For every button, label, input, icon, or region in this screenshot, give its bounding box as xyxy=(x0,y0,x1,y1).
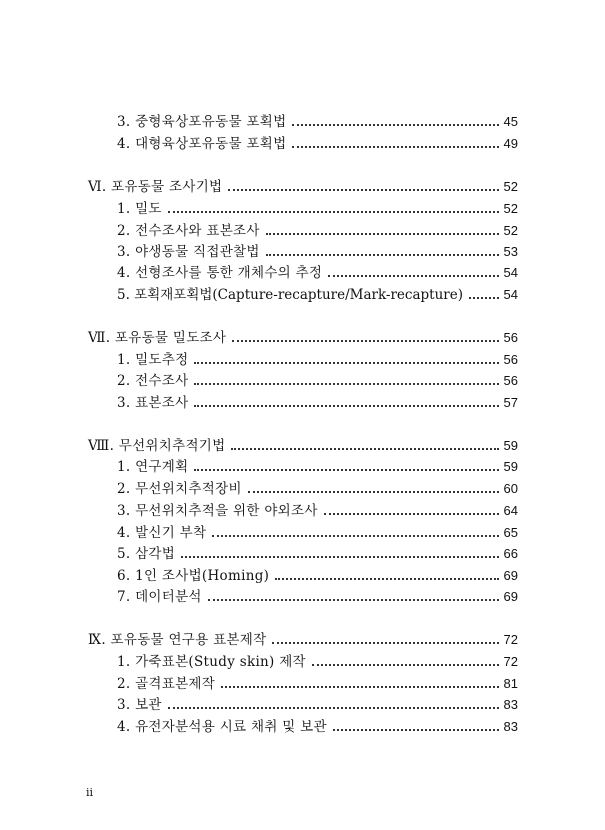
toc-section-page: 52 xyxy=(503,179,518,194)
dot-leader xyxy=(194,362,498,364)
dot-leader xyxy=(181,556,498,558)
toc-entry-page: 69 xyxy=(503,568,518,583)
toc-row xyxy=(117,459,518,475)
toc-entry-page: 83 xyxy=(503,719,518,734)
dot-leader xyxy=(168,707,499,709)
toc-entry-title: 3. 무선위치추적을 위한 야외조사 xyxy=(117,503,318,519)
dot-leader xyxy=(194,405,498,407)
toc-entry-title: 7. 데이터분석 xyxy=(117,589,202,605)
toc-entry-title: 4. 유전자분석용 시료 채취 및 보관 xyxy=(117,719,327,735)
dot-leader xyxy=(266,254,499,256)
toc-row xyxy=(117,244,518,260)
toc-entry-page: 56 xyxy=(503,352,518,367)
toc-entry-page: 81 xyxy=(503,676,518,691)
toc-entry-page: 57 xyxy=(503,395,518,410)
dot-leader xyxy=(208,599,499,601)
toc-entry-title: 1. 밀도 xyxy=(117,201,162,217)
toc-entry-title: 3. 야생동물 직접관찰법 xyxy=(117,244,260,260)
toc-row xyxy=(117,697,518,713)
dot-leader xyxy=(231,448,498,450)
dot-leader xyxy=(292,124,498,126)
dot-leader xyxy=(232,340,498,342)
toc-row xyxy=(117,265,518,281)
toc-entry-title: 2. 무선위치추적장비 xyxy=(117,481,242,497)
dot-leader xyxy=(333,729,499,731)
toc-entry-title: 3. 중형육상포유동물 포획법 xyxy=(117,114,287,130)
toc-row xyxy=(117,525,518,541)
toc-entry-title: 6. 1인 조사법(Homing) xyxy=(117,568,270,584)
toc-entry-title: 5. 포획재포획법(Capture-recapture/Mark-recapture) xyxy=(117,287,463,303)
dot-leader xyxy=(292,146,498,148)
toc-row xyxy=(117,503,518,519)
toc-section-page: 56 xyxy=(503,330,518,345)
toc-row xyxy=(117,287,518,303)
dot-leader xyxy=(248,491,499,493)
dot-leader xyxy=(272,642,498,644)
toc-entry-page: 64 xyxy=(503,503,518,518)
toc-row xyxy=(117,568,518,584)
toc-entry-title: 4. 대형육상포유동물 포획법 xyxy=(117,136,287,152)
toc-entry-page: 54 xyxy=(503,287,518,302)
page-number: ii xyxy=(86,786,94,799)
toc-entry-page: 65 xyxy=(503,525,518,540)
toc-entry-page: 69 xyxy=(503,589,518,604)
toc-entry-title: 1. 가죽표본(Study skin) 제작 xyxy=(117,654,306,670)
toc-entry-page: 52 xyxy=(503,223,518,238)
toc-section-row xyxy=(88,179,518,195)
toc-row xyxy=(117,114,518,130)
dot-leader xyxy=(266,233,499,235)
toc-entry-page: 54 xyxy=(503,265,518,280)
toc-entry-title: 4. 발신기 부착 xyxy=(117,525,207,541)
toc-entry-title: 1. 연구계획 xyxy=(117,459,189,475)
toc-section-title: Ⅵ. 포유동물 조사기법 xyxy=(88,179,223,195)
toc-section-page: 72 xyxy=(503,632,518,647)
dot-leader xyxy=(312,664,499,666)
toc-entry-title: 1. 밀도추정 xyxy=(117,352,189,368)
toc-entry-page: 59 xyxy=(503,459,518,474)
toc-entry-title: 2. 골격표본제작 xyxy=(117,676,216,692)
toc-entry-page: 60 xyxy=(503,481,518,496)
toc-entry-page: 53 xyxy=(503,244,518,259)
toc-row xyxy=(117,654,518,670)
toc-row xyxy=(117,395,518,411)
toc-entry-page: 45 xyxy=(503,114,518,129)
toc-row xyxy=(117,589,518,605)
toc-entry-title: 2. 전수조사 xyxy=(117,373,189,389)
toc-entry-title: 4. 선형조사를 통한 개체수의 추정 xyxy=(117,265,323,281)
toc-row xyxy=(117,546,518,562)
toc-entry-title: 5. 삼각법 xyxy=(117,546,176,562)
toc-entry-page: 72 xyxy=(503,654,518,669)
dot-leader xyxy=(221,686,498,688)
dot-leader xyxy=(275,578,498,580)
toc-entry-page: 56 xyxy=(503,373,518,388)
dot-leader xyxy=(469,297,499,299)
toc-entry-page: 83 xyxy=(503,697,518,712)
toc-section-title: Ⅸ. 포유동물 연구용 표본제작 xyxy=(88,632,267,648)
dot-leader xyxy=(228,189,498,191)
toc-row xyxy=(117,373,518,389)
toc-row xyxy=(117,676,518,692)
toc-entry-page: 52 xyxy=(503,201,518,216)
toc-entry-title: 3. 표본조사 xyxy=(117,395,189,411)
toc-row xyxy=(117,719,518,735)
dot-leader xyxy=(194,469,498,471)
toc-section-title: Ⅷ. 무선위치추적기법 xyxy=(88,438,226,454)
dot-leader xyxy=(324,513,499,515)
toc-section-row xyxy=(88,438,518,454)
toc-section-page: 59 xyxy=(503,438,518,453)
dot-leader xyxy=(194,383,498,385)
toc-entry-title: 2. 전수조사와 표본조사 xyxy=(117,223,260,239)
toc-entry-title: 3. 보관 xyxy=(117,697,162,713)
toc-row xyxy=(117,481,518,497)
toc-section-title: Ⅶ. 포유동물 밀도조사 xyxy=(88,330,227,346)
toc-section-row xyxy=(88,632,518,648)
toc-row xyxy=(117,352,518,368)
toc-entry-page: 66 xyxy=(503,546,518,561)
toc-row xyxy=(117,223,518,239)
toc-row xyxy=(117,136,518,152)
toc-entry-page: 49 xyxy=(503,136,518,151)
dot-leader xyxy=(328,275,498,277)
toc-row xyxy=(117,201,518,217)
dot-leader xyxy=(212,535,498,537)
toc-section-row xyxy=(88,330,518,346)
dot-leader xyxy=(168,211,499,213)
